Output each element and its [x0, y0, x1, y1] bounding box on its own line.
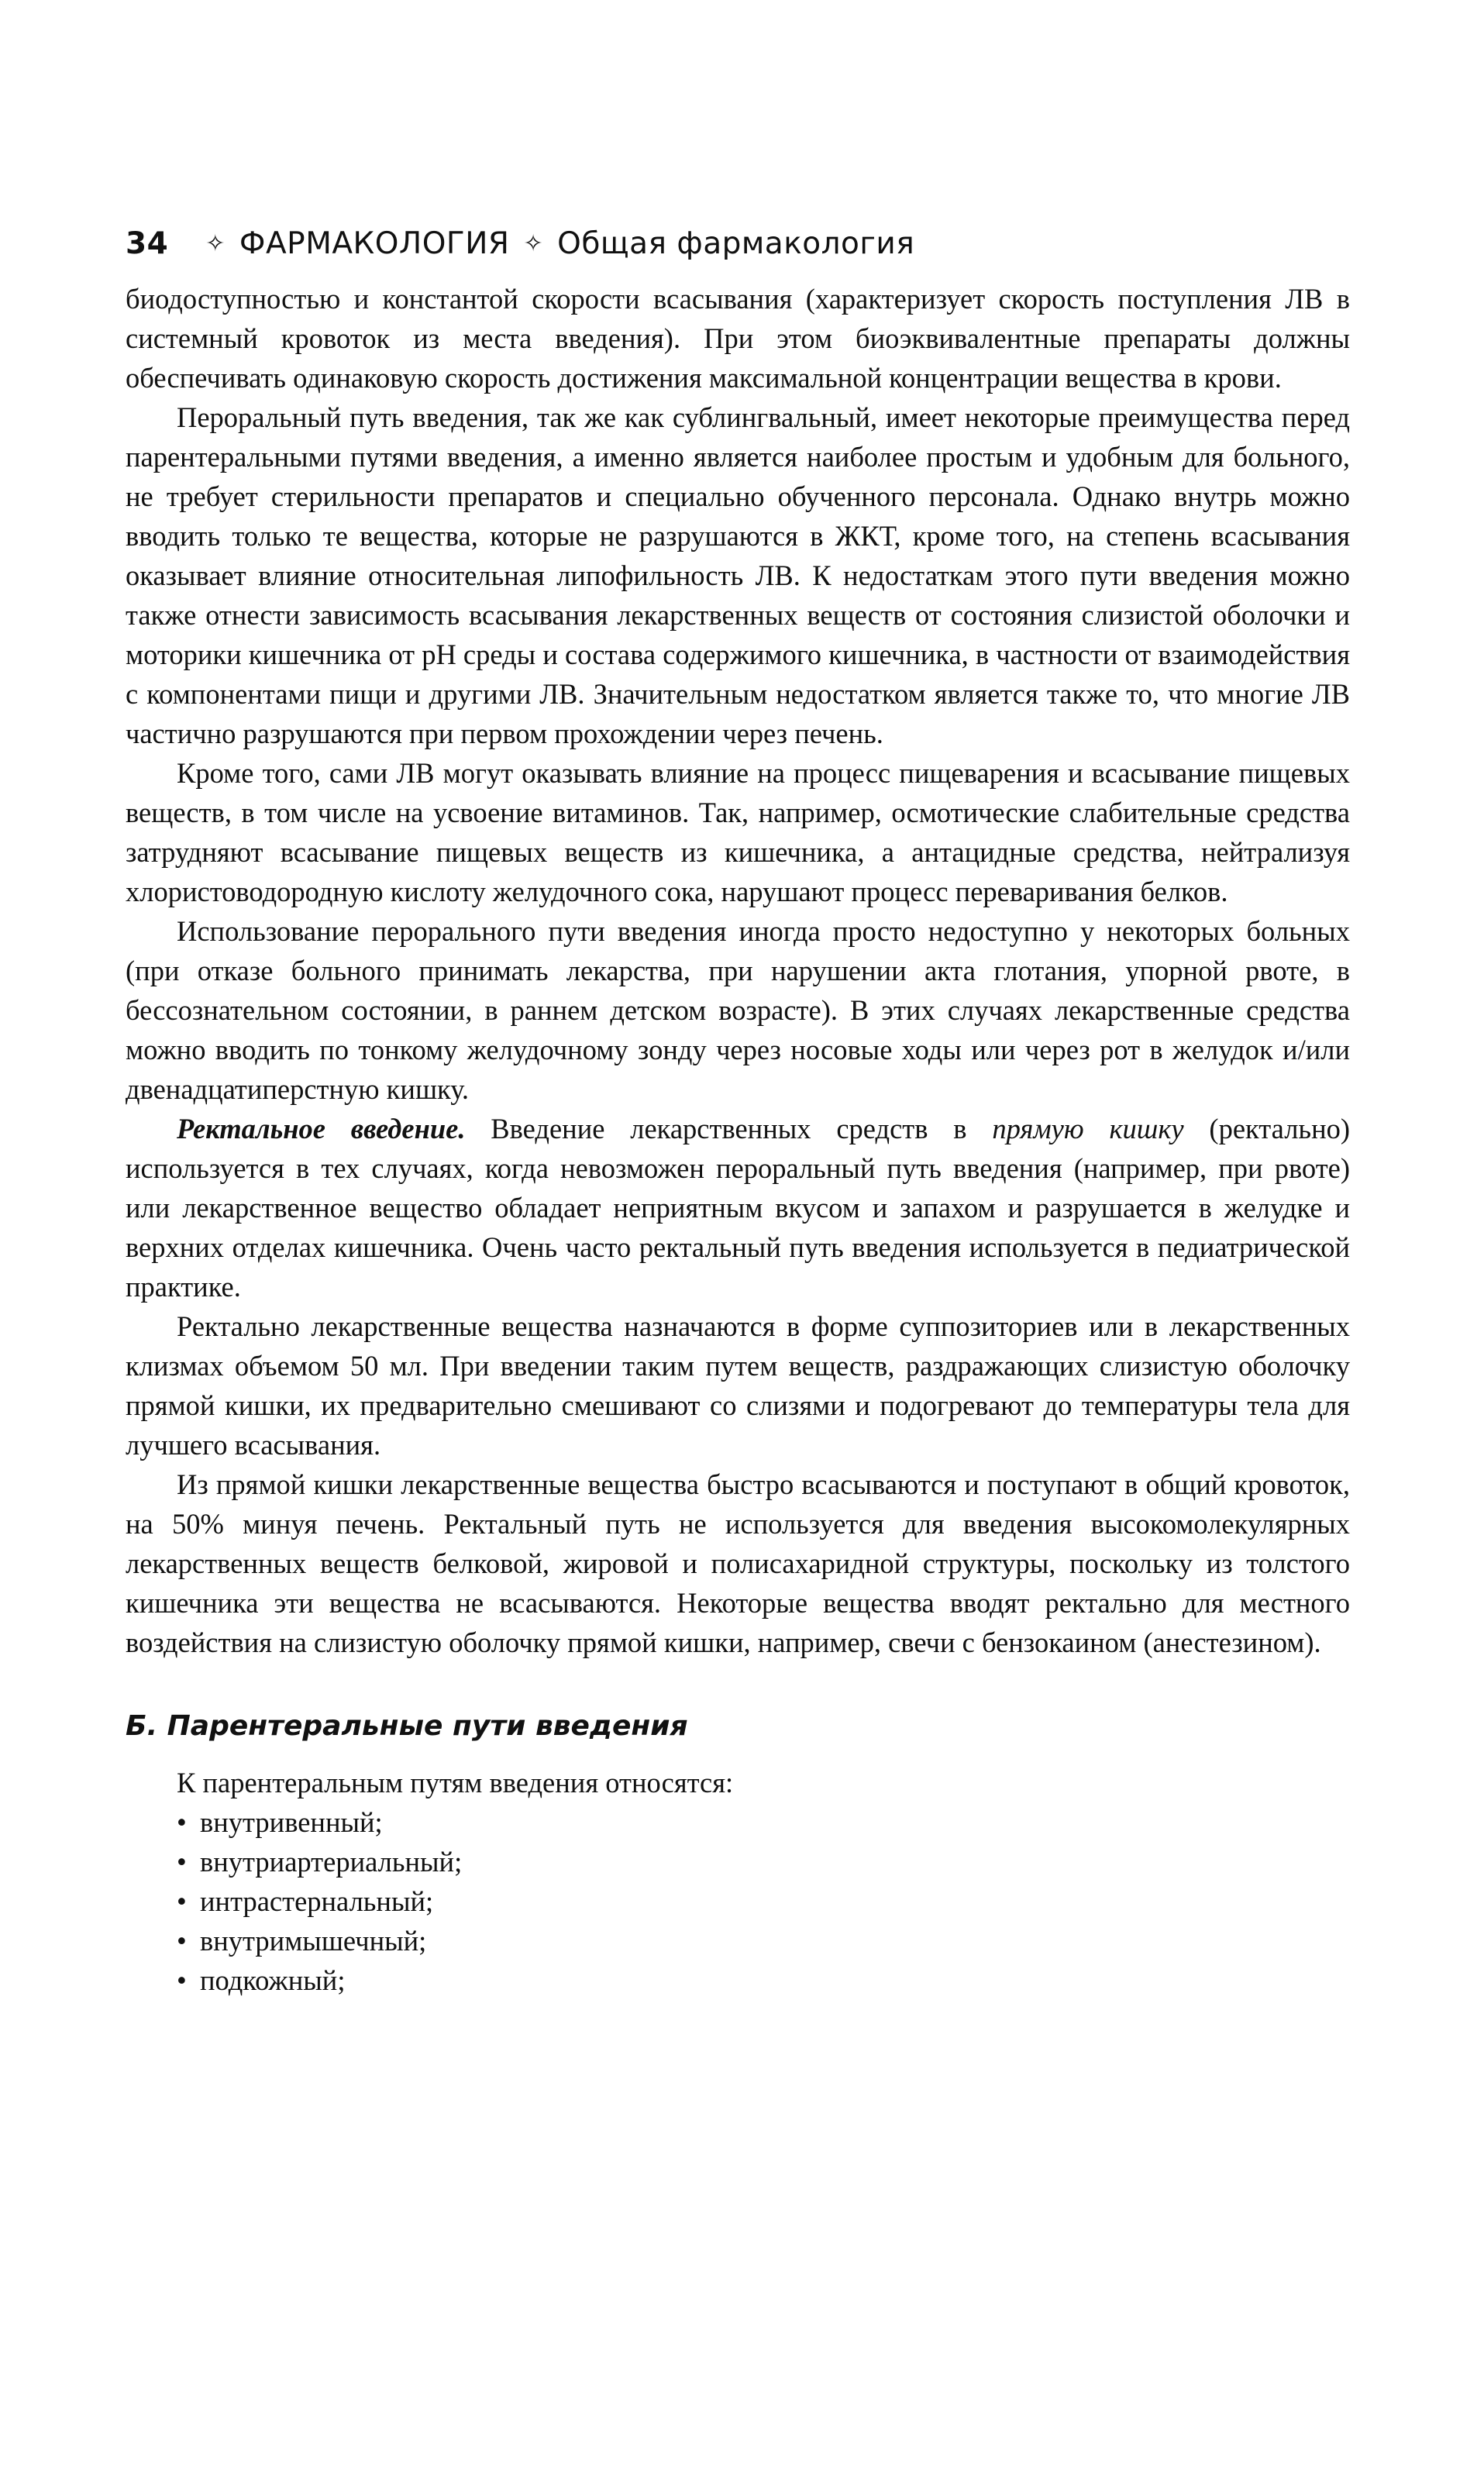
bullet-icon: •: [177, 1925, 187, 1957]
list-item: [177, 1881, 1350, 1921]
paragraph-continuation: биодоступностью и константой скорости всасывания (характеризует скорость поступления ЛВ в системный кровоток из места введения). При этом биоэквивалентные препараты должны обеспечивать одинаковую скорость достижения максимальной концентрации вещества в крови.: [126, 283, 1350, 394]
section-heading: Б. Парентеральные пути введения: [126, 1710, 688, 1742]
paragraph-oral-route: Пероральный путь введения, так же как сублингвальный, имеет некоторые преимущества перед парентеральными путями введения, а именно является наиболее простым и удобным для больного, не требует стерильности препаратов и специально обученного персонала. Однако внутрь можно вводить только те вещества, которые не разрушаются в ЖКТ, кроме того, на степень всасывания оказывает влияние относительная липофильность ЛВ. К недостаткам этого пути введения можно также отнести зависимость всасывания лекарственных веществ от состояния слизистой оболочки и моторики кишечника от pH среды и состава содержимого кишечника, в частности от взаимодействия с компонентами пищи и другими ЛВ. Значительным недостатком является также то, что многие ЛВ частично разрушаются при первом прохождении через печень.: [126, 401, 1350, 749]
bullet-icon: •: [177, 1964, 187, 1996]
list-item: [177, 1960, 1350, 2000]
paragraph-oral-unavailable: Использование перорального пути введения иногда просто недоступно у некоторых больных (при отказе больного принимать лекарства, при нарушении акта глотания, упорной рвоте, в бессознательном состоянии, в раннем детском возрасте). В этих случаях лекарственные средства можно вводить по тонкому желудочному зонду через носовые ходы или через рот в желудок и/или двенадцатиперстную кишку.: [126, 915, 1350, 1105]
bullet-icon: •: [177, 1806, 187, 1838]
running-head: [126, 225, 1350, 265]
list-item-text: подкожный;: [200, 1964, 346, 1996]
paragraph-rectal-route: [126, 1109, 1350, 1306]
page-number: 34: [126, 226, 169, 261]
run-in-heading: Ректальное введение.: [177, 1113, 466, 1145]
list-intro: К парентеральным путям введения относятся:: [177, 1767, 734, 1799]
diamond-separator-icon: ✧: [205, 230, 226, 257]
bullet-icon: •: [177, 1885, 187, 1917]
list-item-text: интрастернальный;: [200, 1885, 434, 1917]
diamond-separator-icon: ✧: [523, 230, 544, 257]
paragraph-text: Введение лекарственных средств в: [465, 1113, 993, 1145]
paragraph-digestion-effects: Кроме того, сами ЛВ могут оказывать влияние на процесс пищеварения и всасывание пищевых веществ, в том числе на усвоение витаминов. Так, например, осмотические слабительные средства затрудняют всасывание пищевых веществ из кишечника, а антацидные средства, нейтрализуя хлористоводородную кислоту желудочного сока, нарушают процесс переваривания белков.: [126, 757, 1350, 907]
list-item-text: внутривенный;: [200, 1806, 383, 1838]
bullet-icon: •: [177, 1846, 187, 1878]
list-item-text: внутриартериальный;: [200, 1846, 463, 1878]
list-item: [177, 1802, 1350, 1842]
list-item: [177, 1842, 1350, 1881]
book-page: [126, 225, 1350, 2000]
list-item: [177, 1921, 1350, 1960]
emphasis-term: прямую кишку: [992, 1113, 1184, 1145]
paragraph-text: (ректально) используется в тех случаях, когда невозможен пероральный путь введения (например, при рвоте) или лекарственное вещество обладает неприятным вкусом и запахом и разрушается в желудке и верхних отделах кишечника. Очень часто ректальный путь введения используется в педиатрической практике.: [126, 1113, 1351, 1303]
paragraph-rectal-absorption: Из прямой кишки лекарственные вещества быстро всасываются и поступают в общий кровоток, на 50% минуя печень. Ректальный путь не используется для введения высокомолекулярных лекарственных веществ белковой, жировой и полисахаридной структуры, поскольку из толстого кишечника эти вещества не всасываются. Некоторые вещества вводят ректально для местного воздействия на слизистую оболочку прямой кишки, например, свечи с бензокаином (анестезином).: [126, 1468, 1350, 1658]
list-item-text: внутримышечный;: [200, 1925, 427, 1957]
chapter-title: Общая фармакология: [557, 226, 915, 261]
route-list: [126, 1802, 1350, 2000]
book-title: ФАРМАКОЛОГИЯ: [239, 226, 510, 261]
paragraph-suppositories: Ректально лекарственные вещества назначаются в форме суппозиториев или в лекарственных клизмах объемом 50 мл. При введении таким путем веществ, раздражающих слизистую оболочку прямой кишки, их предварительно смешивают со слизями и подогревают до температуры тела для лучшего всасывания.: [126, 1310, 1350, 1461]
